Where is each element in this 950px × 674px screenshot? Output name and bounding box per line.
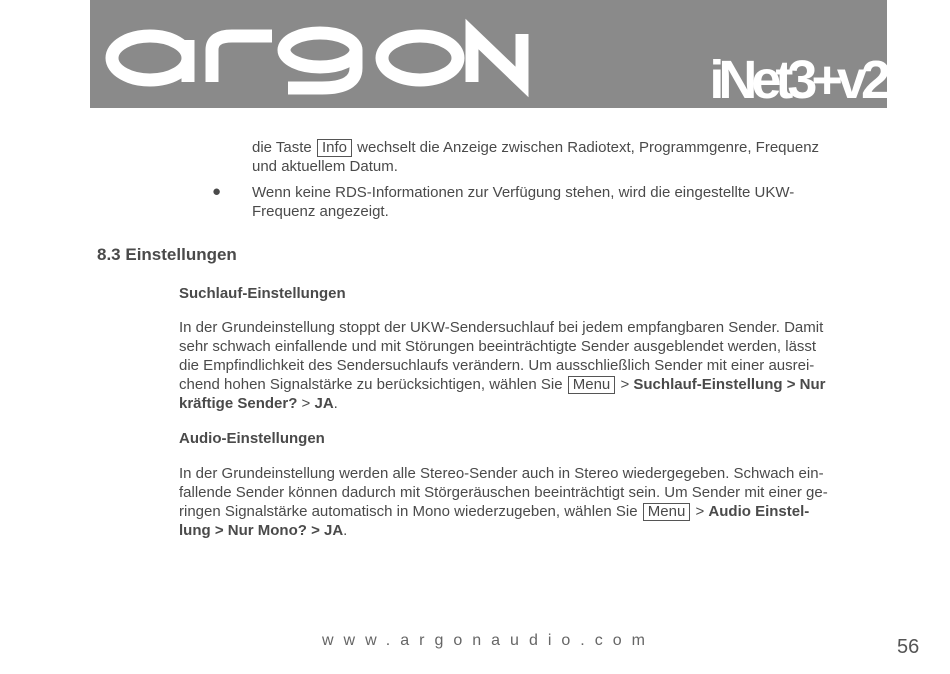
suchlauf-line-1: In der Grundeinstellung stoppt der UKW-Sendersuchlauf bei jedem empfangbaren Sender. Damit [179, 319, 824, 336]
audio-line-1: In der Grundeinstellung werden alle Stereo-Sender auch in Stereo wiedergegeben. Schwach ein- [179, 465, 824, 482]
sentence-end: . [333, 395, 338, 412]
footer-url: www.argonaudio.com [322, 632, 655, 649]
menu-key: Menu [643, 503, 691, 521]
menu-path: JA [314, 395, 334, 412]
menu-path: Suchlauf-Einstellung > Nur [633, 376, 826, 393]
audio-line-2: fallende Sender können dadurch mit Störgeräuschen beeinträchtigt sein. Um Sender mit einer ge- [179, 484, 828, 501]
suchlauf-heading: Suchlauf-Einstellungen [179, 285, 346, 302]
audio-text: ringen Signalstärke automatisch in Mono wiederzugeben, wählen Sie [179, 503, 638, 520]
page-number: 56 [897, 636, 920, 658]
menu-key: Menu [568, 376, 616, 394]
section-heading: 8.3 Einstellungen [97, 245, 237, 264]
bullet-line-1: Wenn keine RDS-Informationen zur Verfügung stehen, wird die eingestellte UKW- [252, 184, 795, 201]
menu-path: kräftige Sender? [179, 395, 298, 412]
header-band [90, 0, 887, 108]
info-key: Info [317, 139, 352, 157]
audio-line-4 [179, 521, 347, 540]
sentence-end: . [343, 522, 348, 539]
menu-path: Audio Einstel- [708, 503, 810, 520]
intro-text: die Taste [252, 139, 312, 156]
suchlauf-line-4 [179, 375, 826, 394]
suchlauf-line-3: die Empfindlichkeit des Sendersuchlaufs verändern. Um ausschließlich Sender mit einer ausrei- [179, 357, 815, 374]
intro-line-1 [252, 138, 819, 157]
bullet-line-2: Frequenz angezeigt. [252, 203, 389, 220]
bullet-icon: ● [212, 183, 222, 200]
path-separator: > [620, 376, 630, 393]
intro-text: wechselt die Anzeige zwischen Radiotext, Programmgenre, Frequenz [357, 139, 820, 156]
suchlauf-text: chend hohen Signalstärke zu berücksichtigen, wählen Sie [179, 376, 563, 393]
model-name: iNet3+v2 [709, 50, 885, 108]
path-separator: > [301, 395, 311, 412]
suchlauf-line-5 [179, 394, 338, 413]
audio-heading: Audio-Einstellungen [179, 430, 325, 447]
path-separator: > [695, 503, 705, 520]
argon-logo [102, 10, 542, 100]
intro-line-2: und aktuellem Datum. [252, 158, 398, 175]
audio-line-3 [179, 502, 809, 521]
menu-path: lung > Nur Mono? > JA [179, 522, 344, 539]
suchlauf-line-2: sehr schwach einfallende und mit Störungen beeinträchtigte Sender ausgeblendet werden, lässt [179, 338, 817, 355]
